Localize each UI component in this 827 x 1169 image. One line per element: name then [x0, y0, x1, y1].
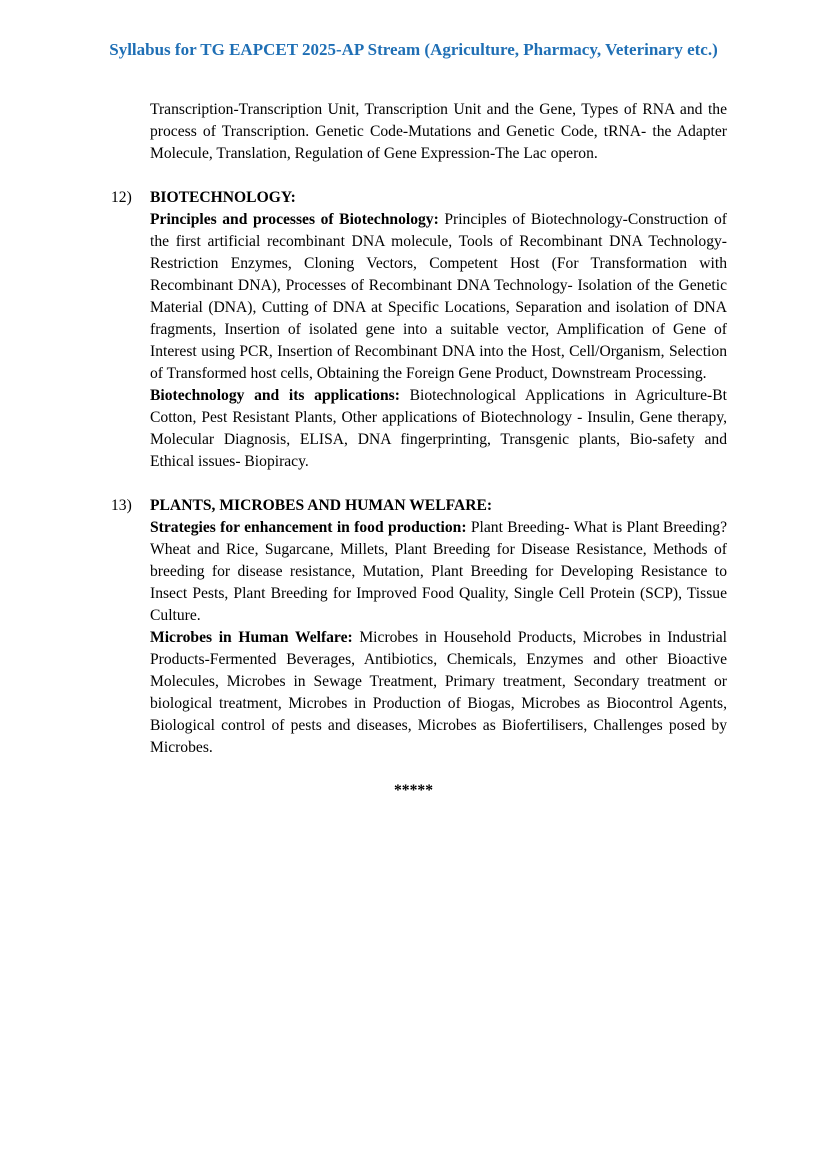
page-header: Syllabus for TG EAPCET 2025-AP Stream (Agriculture, Pharmacy, Veterinary etc.) [109, 40, 718, 59]
paragraph-lead: Microbes in Human Welfare: [150, 629, 353, 646]
paragraph-lead: Strategies for enhancement in food production: [150, 519, 467, 536]
section-number: 13) [111, 497, 132, 514]
paragraph-text: Principles of Biotechnology-Construction of the first artificial recombinant DNA molecule, Tools of Recombinant DNA Technology-Restriction Enzymes, Cloning Vectors, Competent Host (For Transformation with Recombinant DNA), Processes of Recombinant DNA Technology- Isolation of the Genetic Material (DNA), Cutting of DNA at Specific Locations, Separation and isolation of DNA fragments, Insertion of isolated gene into a suitable vector, Amplification of Gene of Interest using PCR, Insertion of Recombinant DNA into the Host, Cell/Organism, Selection of Transformed host cells, Obtaining the Foreign Gene Product, Downstream Processing. [150, 211, 727, 382]
section-paragraph [150, 627, 727, 759]
paragraph-lead: Principles and processes of Biotechnology: [150, 211, 439, 228]
paragraph-lead: Biotechnology and its applications: [150, 387, 400, 404]
section-paragraph [150, 385, 727, 473]
section-paragraph [150, 209, 727, 385]
paragraph-text: Biotechnological Applications in Agriculture-Bt Cotton, Pest Resistant Plants, Other applications of Biotechnology - Insulin, Gene therapy, Molecular Diagnosis, ELISA, DNA fingerprinting, Transgenic plants, Bio-safety and Ethical issues- Biopiracy. [150, 387, 727, 470]
paragraph-text: Plant Breeding- What is Plant Breeding? Wheat and Rice, Sugarcane, Millets, Plant Breeding for Disease Resistance, Methods of breeding for disease resistance, Mutation, Plant Breeding for Developing Resistance to Insect Pests, Plant Breeding for Improved Food Quality, Single Cell Protein (SCP), Tissue Culture. [150, 519, 727, 624]
section-paragraph [150, 517, 727, 627]
section-plants-microbes [111, 495, 727, 759]
document-body [111, 99, 727, 759]
section-number: 12) [111, 189, 132, 206]
paragraph-text: Microbes in Household Products, Microbes in Industrial Products-Fermented Beverages, Antibiotics, Chemicals, Enzymes and other Bioactive Molecules, Microbes in Sewage Treatment, Primary treatment, Secondary treatment or biological treatment, Microbes in Production of Biogas, Microbes as Biocontrol Agents, Biological control of pests and diseases, Microbes as Biofertilisers, Challenges posed by Microbes. [150, 629, 727, 756]
end-stars: ***** [394, 782, 433, 799]
section-biotechnology [111, 187, 727, 473]
section-title: BIOTECHNOLOGY: [150, 189, 296, 206]
intro-paragraph: Transcription-Transcription Unit, Transcription Unit and the Gene, Types of RNA and the process of Transcription. Genetic Code-Mutations and Genetic Code, tRNA- the Adapter Molecule, Translation, Regulation of Gene Expression-The Lac operon. [150, 101, 727, 162]
section-title: PLANTS, MICROBES AND HUMAN WELFARE: [150, 497, 493, 514]
